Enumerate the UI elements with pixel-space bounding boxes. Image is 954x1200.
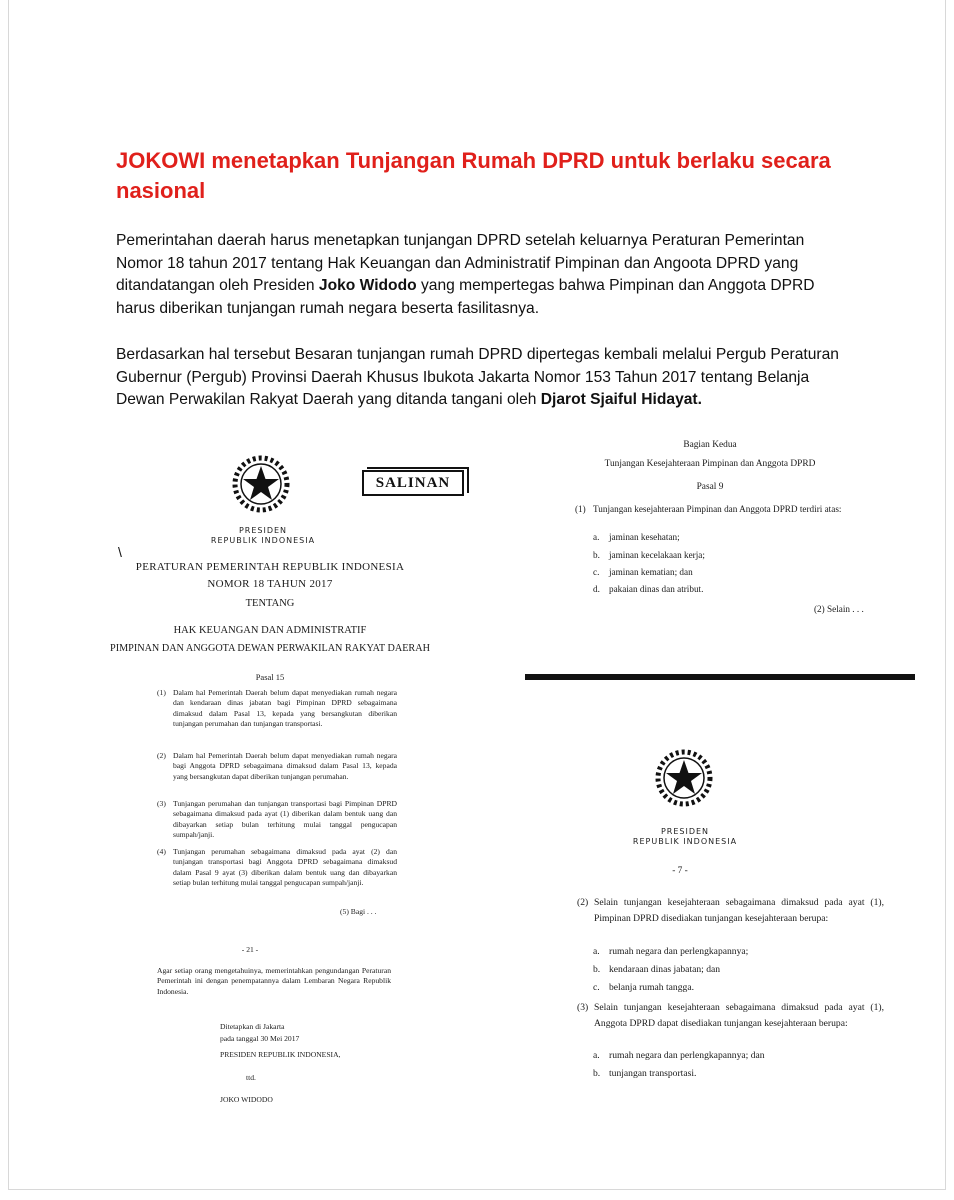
bagian-subheading: Tunjangan Kesejahteraan Pimpinan dan Anggota DPRD	[604, 459, 816, 469]
right-item-1-text: Tunjangan kesejahteraan Pimpinan dan Anggota DPRD terdiri atas:	[593, 504, 842, 514]
left-item-3-text: Tunjangan perumahan dan tunjangan transportasi bagi Pimpinan DPRD sebagaimana dimaksud pada ayat (1) diberikan dalam bentuk uang dan dibayarkan setiap bulan terhitung mulai tanggal pengucapan sumpah/janji.	[173, 799, 397, 840]
subitem-b-text: jaminan kecelakaan kerja;	[609, 550, 705, 560]
signer-name: JOKO WIDODO	[220, 1095, 273, 1104]
subitem-a-text: jaminan kesehatan;	[609, 532, 680, 542]
item2-sub-a-text: rumah negara dan perlengkapannya;	[609, 946, 749, 957]
paragraph-2-bold: Djarot Sjaiful Hidayat.	[540, 391, 702, 408]
item2-sub-b-letter: b.	[593, 964, 601, 975]
scan-mark: \	[118, 544, 122, 560]
paragraph-1-text: Pemerintahan daerah harus menetapkan tunjangan DPRD setelah keluarnya Peraturan Pemerintan Nomor 18 tahun 2017 tentang Hak Keuangan dan Administratif Pimpinan dan Angoota DPRD yang ditandatangan oleh Presiden	[116, 232, 805, 294]
presiden-ri-label: PRESIDEN REPUBLIK INDONESIA,	[220, 1050, 341, 1059]
right-next-page-marker: (2) Selain . . .	[814, 604, 864, 614]
regulation-subject-2: PIMPINAN DAN ANGGOTA DEWAN PERWAKILAN RAKYAT DAERAH	[110, 643, 430, 654]
right-item-2-text: Selain tunjangan kesejahteraan sebagaimana dimaksud pada ayat (1), Pimpinan DPRD disediakan tunjangan kesejahteraan berupa:	[594, 897, 884, 924]
republik-label-2: REPUBLIK INDONESIA	[632, 837, 738, 846]
salinan-stamp: SALINAN	[362, 470, 464, 496]
garuda-star-emblem-icon-2	[648, 742, 720, 814]
paragraph-1	[116, 230, 846, 320]
paragraph-1-bold: Joko Widodo	[318, 277, 417, 294]
left-item-1-text: Dalam hal Pemerintah Daerah belum dapat menyediakan rumah negara dan kendaraan dinas jabatan bagi Pimpinan DPRD sebagaimana dimaksud dalam Pasal 13, kepada yang bersangkutan diberikan tunjangan perumahan dan tunjangan transportasi.	[173, 688, 397, 729]
right-item-3-num: (3)	[577, 1002, 589, 1013]
presiden-label-2: PRESIDEN	[660, 827, 710, 836]
item3-sub-a-letter: a.	[593, 1050, 600, 1061]
paragraph-2	[116, 344, 846, 412]
subitem-c-letter: c.	[593, 567, 600, 577]
left-item-2-text: Dalam hal Pemerintah Daerah belum dapat menyediakan rumah negara bagi Anggota DPRD sebagaimana dimaksud dalam Pasal 13, kepada yang bersangkutan dapat diberikan tunjangan perumahan.	[173, 751, 397, 781]
right-item-2-num: (2)	[577, 897, 589, 908]
left-item-1-num: (1)	[157, 688, 166, 697]
subitem-b-letter: b.	[593, 550, 600, 560]
left-closing-text: Agar setiap orang mengetahuinya, memerintahkan pengundangan Peraturan Pemerintah ini dengan penempatannya dalam Lembaran Negara Republik Indonesia.	[157, 966, 391, 996]
right-item-3-text: Selain tunjangan kesejahteraan sebagaimana dimaksud pada ayat (1), Anggota DPRD dapat disediakan tunjangan kesejahteraan berupa:	[594, 1002, 884, 1029]
page-divider-bar	[525, 674, 915, 680]
item2-sub-a-letter: a.	[593, 946, 600, 957]
item3-sub-b-letter: b.	[593, 1068, 601, 1079]
item2-sub-c-letter: c.	[593, 982, 600, 993]
bagian-heading: Bagian Kedua	[683, 440, 737, 450]
item2-sub-c-text: belanja rumah tangga.	[609, 982, 694, 993]
right-page-number: - 7 -	[672, 866, 688, 876]
item3-sub-a-text: rumah negara dan perlengkapannya; dan	[609, 1050, 765, 1061]
left-item-3-num: (3)	[157, 799, 166, 808]
republik-label: REPUBLIK INDONESIA	[210, 536, 316, 545]
ditetapkan-label: Ditetapkan di Jakarta	[220, 1022, 285, 1031]
subitem-a-letter: a.	[593, 532, 600, 542]
item2-sub-b-text: kendaraan dinas jabatan; dan	[609, 964, 721, 975]
subitem-d-text: pakaian dinas dan atribut.	[609, 584, 704, 594]
presiden-label: PRESIDEN	[238, 526, 288, 535]
item3-sub-b-text: tunjangan transportasi.	[609, 1068, 697, 1079]
left-page-number: - 21 -	[241, 945, 259, 954]
pasal-9-heading: Pasal 9	[696, 482, 724, 492]
left-item-2-num: (2)	[157, 751, 166, 760]
left-item-4-num: (4)	[157, 847, 166, 856]
pasal-15-heading: Pasal 15	[255, 672, 285, 682]
tentang-label: TENTANG	[245, 598, 295, 609]
regulation-subject-1: HAK KEUANGAN DAN ADMINISTRATIF	[173, 625, 367, 636]
regulation-number: NOMOR 18 TAHUN 2017	[207, 578, 333, 590]
garuda-star-emblem-icon	[225, 448, 297, 520]
paragraph-1-text-end: yang mempertegas bahwa Pimpinan dan Anggota DPRD harus diberikan tunjangan rumah negara beserta fasilitasnya.	[116, 277, 815, 317]
subitem-d-letter: d.	[593, 584, 600, 594]
regulation-title: PERATURAN PEMERINTAH REPUBLIK INDONESIA	[135, 561, 405, 573]
subitem-c-text: jaminan kematian; dan	[609, 567, 693, 577]
left-next-page-marker: (5) Bagi . . .	[340, 907, 377, 916]
left-item-4-text: Tunjangan perumahan sebagaimana dimaksud pada ayat (2) dan tunjangan transportasi bagi Anggota DPRD sebagaimana dimaksud dalam Pasal 9 ayat (3) diberikan dalam bentuk uang dan dibayarkan setiap bulan terhitung mulai tanggal pengucapan sumpah/janji.	[173, 847, 397, 888]
tanggal-label: pada tanggal 30 Mei 2017	[220, 1034, 300, 1043]
ttd-label: ttd.	[246, 1073, 256, 1082]
right-item-1-num: (1)	[575, 504, 586, 514]
headline: JOKOWI menetapkan Tunjangan Rumah DPRD untuk berlaku secara nasional	[116, 148, 831, 203]
paragraph-2-text: Berdasarkan hal tersebut Besaran tunjangan rumah DPRD dipertegas kembali melalui Pergub Peraturan Gubernur (Pergub) Provinsi Daerah Khusus Ibukota Jakarta Nomor 153 Tahun 2017 tentang Belanja Dewan Perwakilan Rakyat Daerah yang ditanda tangani oleh	[116, 346, 839, 408]
